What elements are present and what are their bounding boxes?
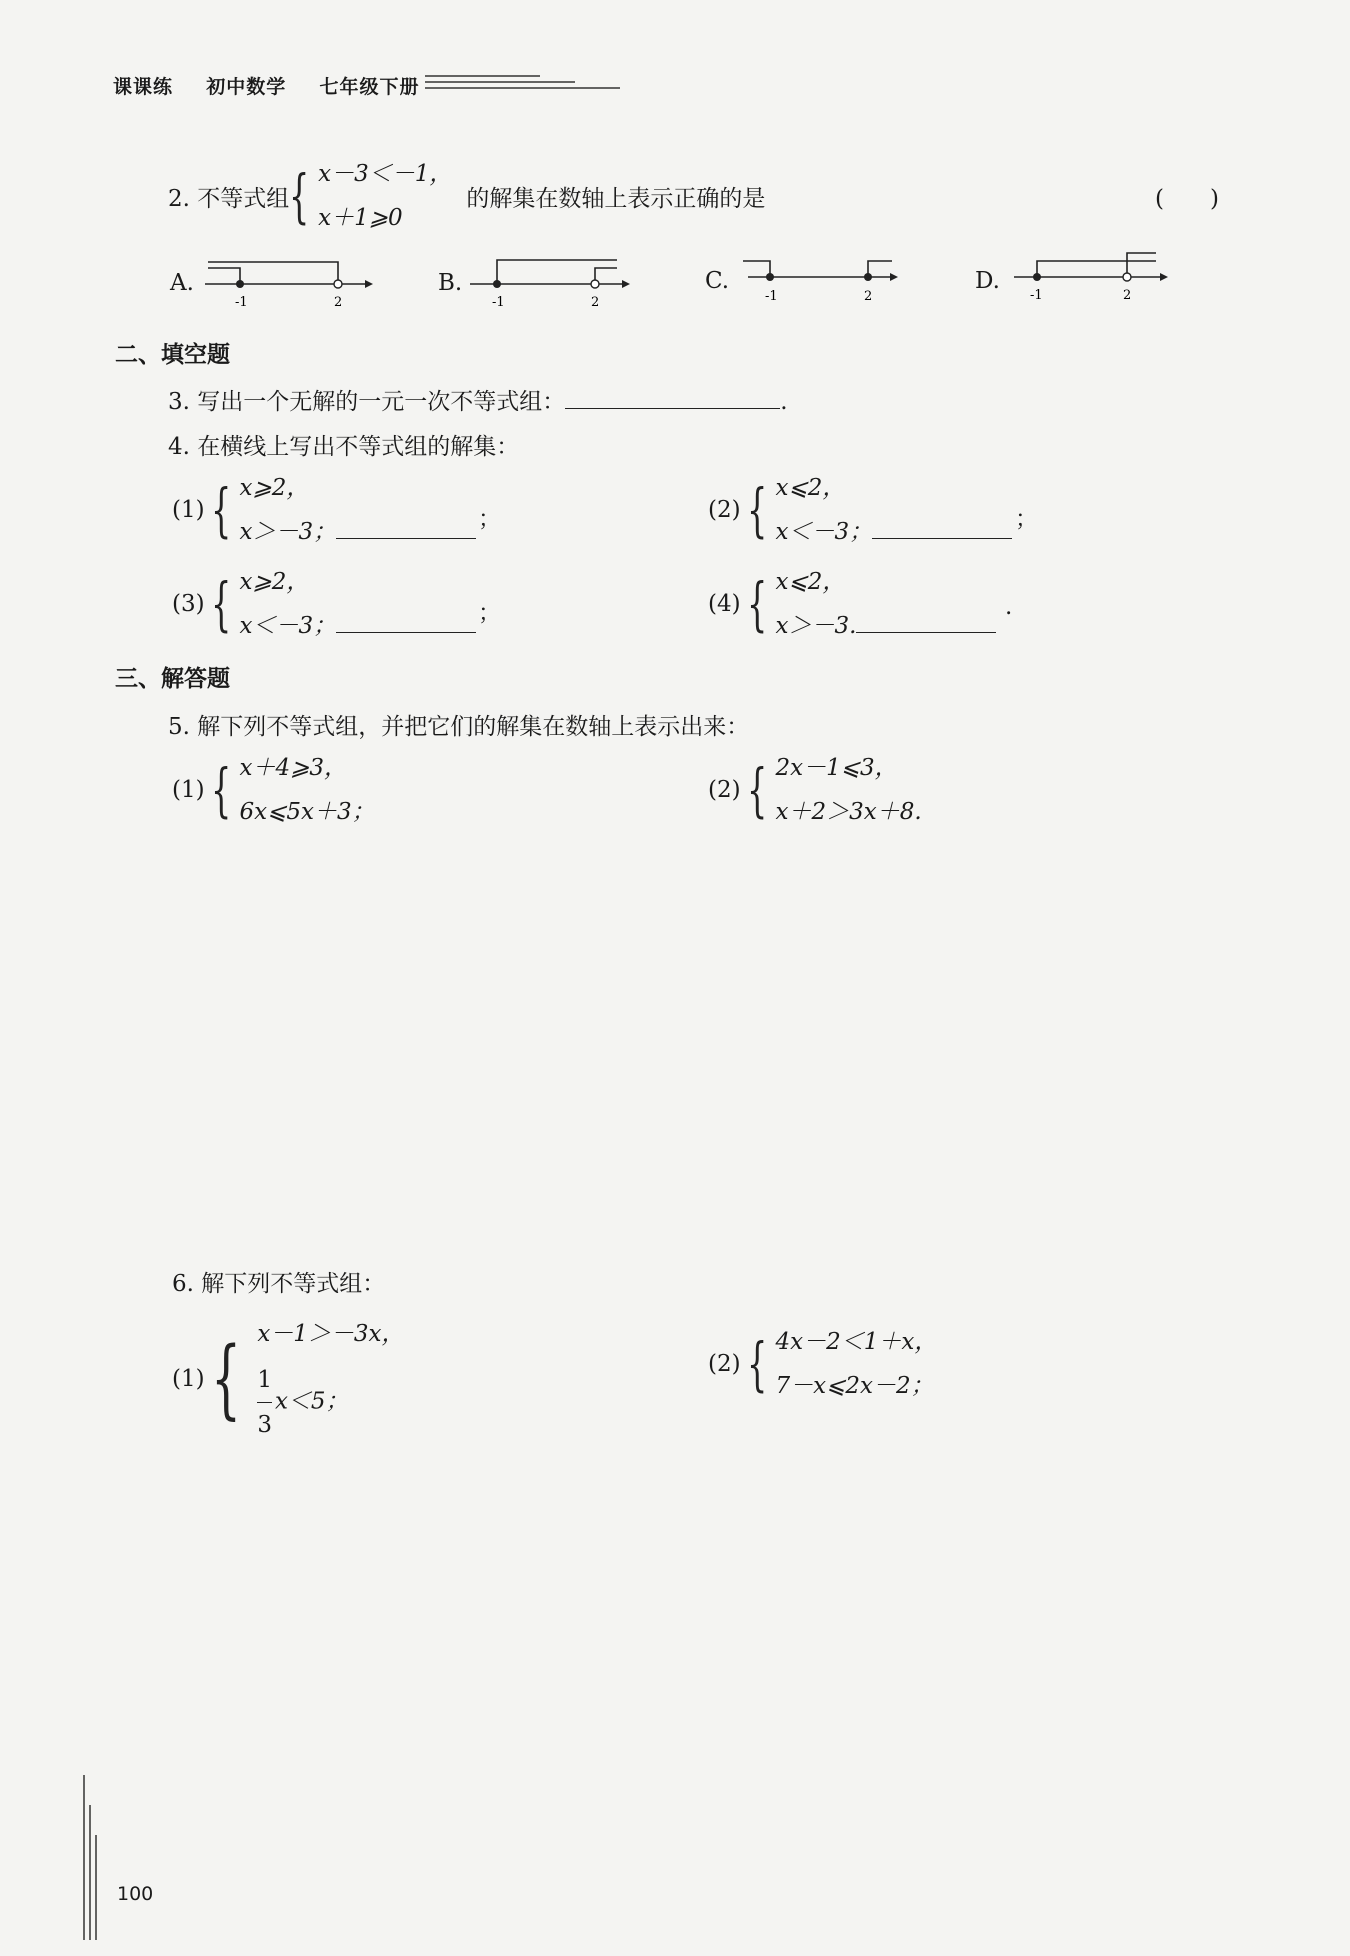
q4-item-end: ； — [478, 506, 501, 532]
q2-line2: x＋1⩾0 — [318, 205, 403, 231]
q4-item-end: ； — [1015, 506, 1038, 532]
brace: { — [746, 570, 767, 638]
q2-system — [318, 152, 452, 240]
q6-item-1 — [172, 1310, 405, 1447]
q6-item-label: (2) — [708, 1351, 741, 1377]
brace: { — [210, 1328, 241, 1429]
brace: { — [746, 476, 767, 544]
q4-item-2 — [708, 466, 1012, 554]
section-3-title: 三、解答题 — [115, 666, 230, 692]
q4-item-answer-blank[interactable] — [856, 632, 996, 633]
q6-item-system — [257, 1310, 404, 1447]
q6-item-line1: 4x－2＜1＋x， — [775, 1329, 938, 1355]
q5-item-2 — [708, 746, 922, 834]
header — [113, 72, 420, 99]
q4-item-end: . — [1005, 594, 1013, 620]
q4-item-system — [240, 560, 477, 648]
q5-item-system — [776, 746, 922, 834]
option-b-letter: B. — [438, 270, 463, 296]
q4-item-label: (3) — [172, 591, 205, 617]
q4-item-line1: x⩾2， — [239, 569, 310, 595]
q6-item-line2: $\frac{1}{3}$ x＜5； — [257, 1358, 404, 1447]
q6-instruction: 6. 解下列不等式组： — [172, 1271, 386, 1297]
option-a-left-tick: -1 — [235, 295, 248, 310]
brace: { — [210, 756, 231, 824]
q4-item-label: (1) — [172, 497, 205, 523]
q2-answer-paren: ( ) — [1155, 186, 1219, 212]
q4-item-system — [776, 466, 1013, 554]
q4-item-label: (2) — [708, 497, 741, 523]
q4-item-answer-blank[interactable] — [336, 538, 476, 539]
q4-item-answer-blank[interactable] — [336, 632, 476, 633]
option-b-right-tick: 2 — [591, 295, 600, 310]
option-c-left-tick: -1 — [765, 289, 778, 304]
option-a-right-tick: 2 — [334, 295, 343, 310]
q5-item-label: (2) — [708, 777, 741, 803]
q4-item-4 — [708, 560, 996, 648]
q4-item-label: (4) — [708, 591, 741, 617]
page-number: 100 — [117, 1883, 154, 1905]
q4-item-line2: x＜－3； — [776, 510, 1013, 554]
q2-line1: x－3＜－1， — [318, 161, 453, 187]
brace: { — [746, 756, 767, 824]
binding-rule-lines — [80, 1775, 110, 1945]
option-c-letter: C. — [705, 268, 730, 294]
option-d-letter: D. — [975, 268, 1000, 294]
option-b-left-tick: -1 — [492, 295, 505, 310]
q6-item-system — [776, 1320, 938, 1408]
q4-item-line2: x＞－3； — [240, 510, 477, 554]
q4-item-line1: x⩾2， — [239, 475, 310, 501]
q4-item-system — [776, 560, 997, 648]
q5-item-line1: x＋4⩾3， — [239, 755, 348, 781]
q5-item-line1: 2x－1⩽3， — [775, 755, 898, 781]
q3 — [168, 383, 788, 416]
q4-item-line2: x＞－3. — [776, 604, 997, 648]
option-c-right-tick: 2 — [864, 289, 873, 304]
q4-item-line2: x＜－3； — [240, 604, 477, 648]
q5-item-system — [240, 746, 375, 834]
header-grade: 七年级下册 — [319, 76, 420, 98]
fraction: $\frac{1}{3}$ — [257, 1367, 272, 1438]
brace: { — [289, 162, 310, 230]
q3-text: 3. 写出一个无解的一元一次不等式组： — [168, 389, 566, 415]
q2-suffix: 的解集在数轴上表示正确的是 — [466, 185, 766, 212]
q2-prefix: 2. 不等式组 — [168, 185, 290, 212]
option-d-left-tick: -1 — [1030, 288, 1043, 303]
option-c-number-line — [740, 250, 910, 320]
q5-instruction: 5. 解下列不等式组，并把它们的解集在数轴上表示出来： — [168, 714, 750, 740]
option-a-letter: A. — [170, 270, 194, 296]
q6-item-line1: x－1＞－3x， — [257, 1321, 405, 1347]
q3-end: . — [780, 389, 788, 415]
header-subject: 初中数学 — [206, 76, 287, 98]
header-book: 课课练 — [113, 76, 174, 98]
q4-item-line1: x⩽2， — [775, 569, 846, 595]
q6-item-line2: 7－x⩽2x－2； — [775, 1373, 934, 1399]
q6-item-2 — [708, 1320, 937, 1408]
option-d-right-tick: 2 — [1123, 288, 1132, 303]
q4-item-line1: x⩽2， — [775, 475, 846, 501]
option-b-number-line — [470, 250, 640, 320]
q5-item-line2: x＋2＞3x＋8. — [775, 799, 922, 825]
q4-item-3 — [172, 560, 476, 648]
header-rule-lines — [425, 72, 625, 96]
q6-item-label: (1) — [172, 1365, 205, 1392]
q4-item-1 — [172, 466, 476, 554]
option-d-number-line — [1010, 244, 1180, 314]
q3-answer-blank[interactable] — [565, 408, 780, 409]
q5-item-1 — [172, 746, 375, 834]
brace: { — [746, 1330, 767, 1398]
q4-item-system — [240, 466, 477, 554]
q5-item-line2: 6x⩽5x＋3； — [239, 799, 375, 825]
brace: { — [210, 476, 231, 544]
q4-item-end: ； — [478, 600, 501, 626]
option-a-number-line — [205, 250, 375, 320]
brace: { — [210, 570, 231, 638]
q4-instruction: 4. 在横线上写出不等式组的解集： — [168, 434, 520, 460]
q4-item-answer-blank[interactable] — [872, 538, 1012, 539]
q2 — [168, 152, 765, 240]
section-2-title: 二、填空题 — [115, 342, 230, 368]
q5-item-label: (1) — [172, 777, 205, 803]
